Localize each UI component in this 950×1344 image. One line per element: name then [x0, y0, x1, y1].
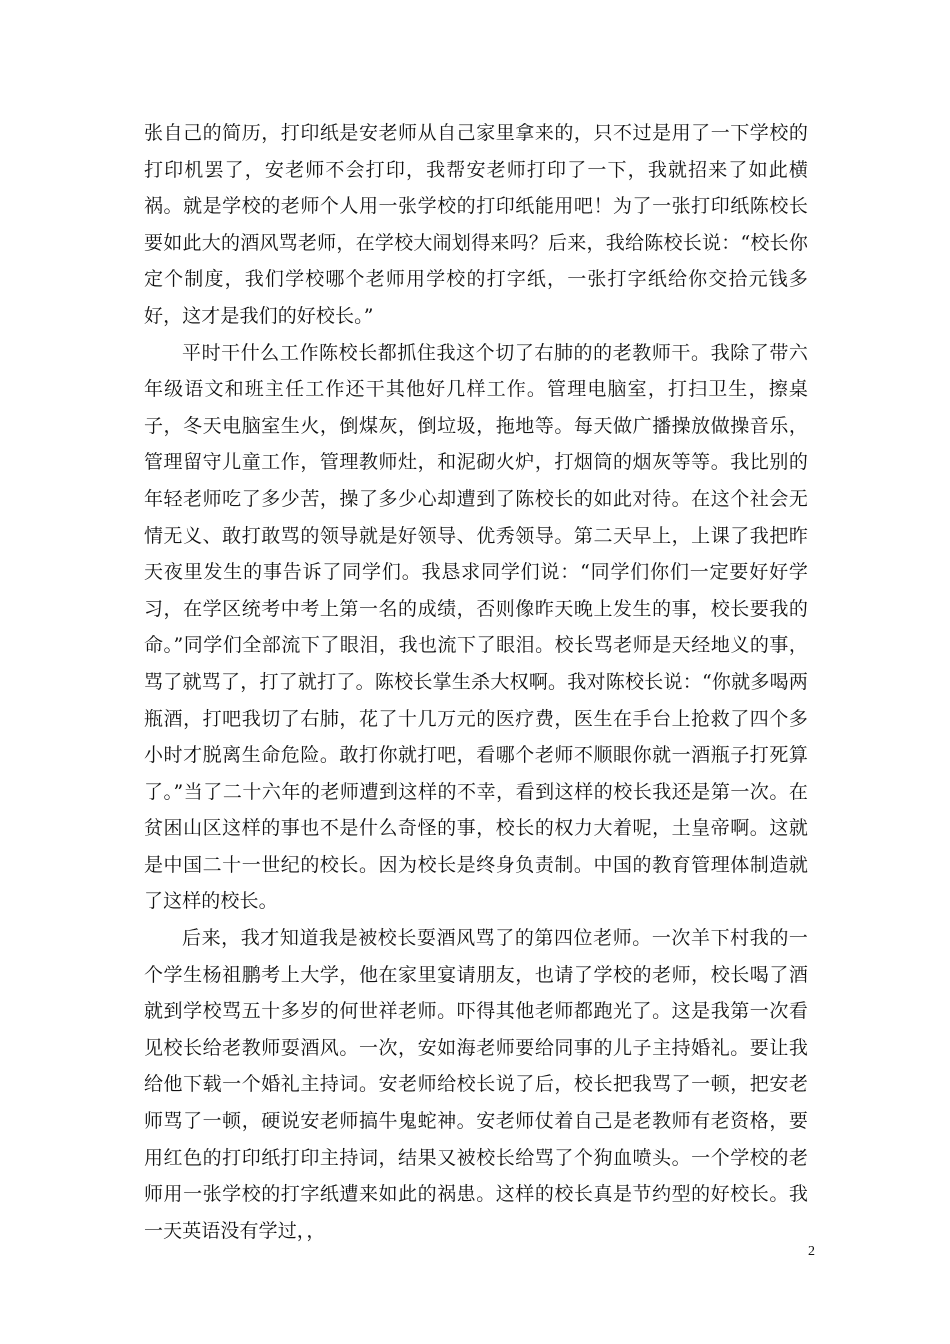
paragraph-2: 平时干什么工作陈校长都抓住我这个切了右肺的的老教师干。我除了带六年级语文和班主任工作还干其他好几样工作。管理电脑室，打扫卫生，擦桌子，冬天电脑室生火，倒煤灰，倒垃圾，拖地等。每天做广播操放做操音乐，管理留守儿童工作，管理教师灶，和泥砌火炉，打烟筒的烟灰等等。我比别的年轻老师吃了多少苦，操了多少心却遭到了陈校长的如此对待。在这个社会无情无义、敢打敢骂的领导就是好领导、优秀领导。第二天早上，上课了我把昨天夜里发生的事告诉了同学们。我恳求同学们说：“同学们你们一定要好好学习，在学区统考中考上第一名的成绩，否则像昨天晚上发生的事，校长要我的命。”同学们全部流下了眼泪，我也流下了眼泪。校长骂老师是天经地义的事，骂了就骂了，打了就打了。陈校长掌生杀大权啊。我对陈校长说：“你就多喝两瓶酒，打吧我切了右肺，花了十几万元的医疗费，医生在手台上抢救了四个多小时才脱离生命危险。敢打你就打吧，看哪个老师不顺眼你就一酒瓶子打死算了。”当了二十六年的老师遭到这样的不幸，看到这样的校长我还是第一次。在贫困山区这样的事也不是什么奇怪的事，校长的权力大着呢，土皇帝啊。这就是中国二十一世纪的校长。因为校长是终身负责制。中国的教育管理体制造就了这样的校长。	[144, 341, 808, 913]
paragraph-1: 张自己的简历，打印纸是安老师从自己家里拿来的，只不过是用了一下学校的打印机罢了，安老师不会打印，我帮安老师打印了一下，我就招来了如此横祸。就是学校的老师个人用一张学校的打印纸能用吧！为了一张打印纸陈校长要如此大的酒风骂老师，在学校大闹划得来吗？后来，我给陈校长说：“校长你定个制度，我们学校哪个老师用学校的打字纸，一张打字纸给你交拾元钱多好，这才是我们的好校长。”	[144, 122, 808, 327]
paragraph-3: 后来，我才知道我是被校长耍酒风骂了的第四位老师。一次羊下村我的一个学生杨祖鹏考上大学，他在家里宴请朋友，也请了学校的老师，校长喝了酒就到学校骂五十多岁的何世祥老师。吓得其他老师都跑光了。这是我第一次看见校长给老教师耍酒风。一次，安如海老师要给同事的儿子主持婚礼。要让我给他下载一个婚礼主持词。安老师给校长说了后，校长把我骂了一顿，把安老师骂了一顿，硬说安老师搞牛鬼蛇神。安老师仗着自己是老教师有老资格，要用红色的打印纸打印主持词，结果又被校长给骂了个狗血喷头。一个学校的老师用一张学校的打字纸遭来如此的祸患。这样的校长真是节约型的好校长。我一天英语没有学过，，	[144, 927, 808, 1242]
body-text	[144, 115, 808, 1249]
page-number: 2	[808, 1244, 815, 1259]
